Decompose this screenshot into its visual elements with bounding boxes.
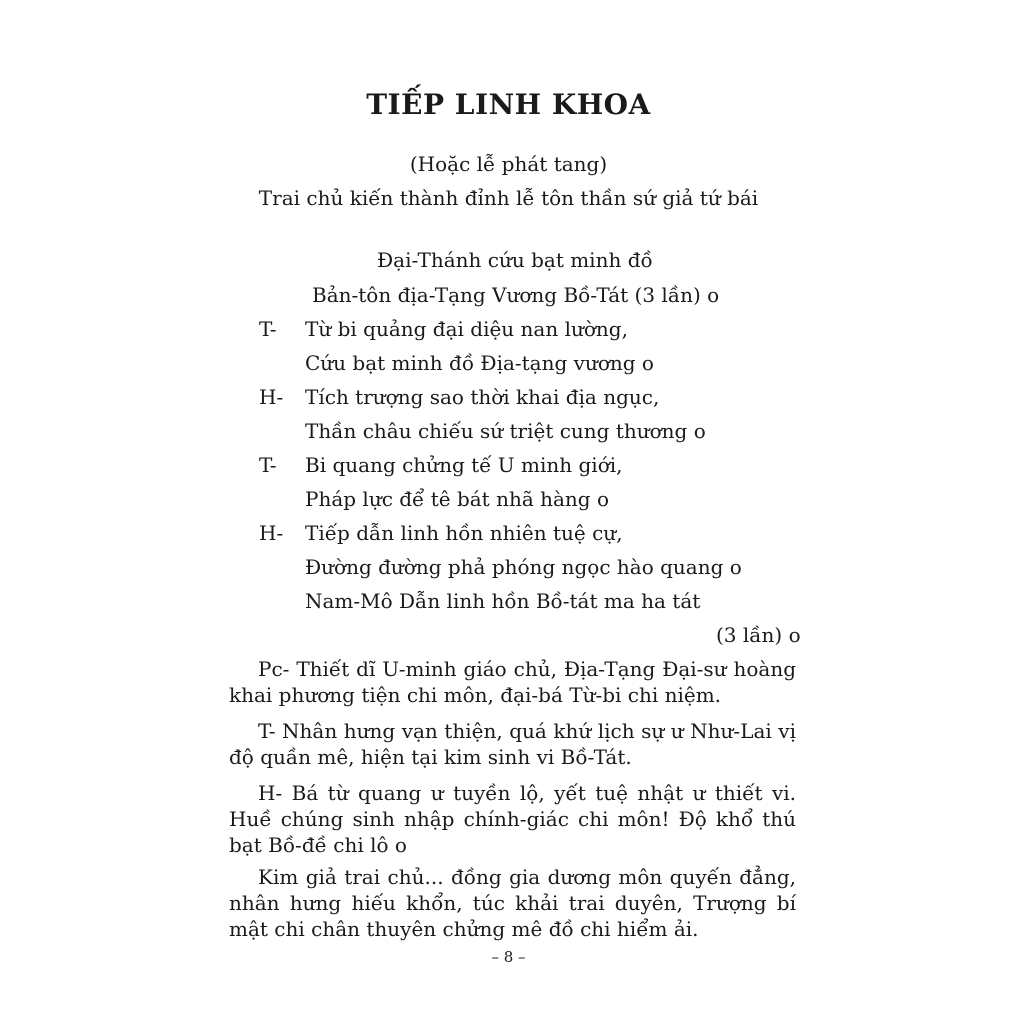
subtitle-ceremony: (Hoặc lễ phát tang) — [409, 152, 608, 176]
verse-label: H- — [259, 521, 284, 545]
page-number: – 8 – — [491, 948, 526, 966]
verse-line: Bi quang chửng tế U minh giới, — [305, 453, 623, 477]
verse-line: Thần châu chiếu sứ triệt cung thương o — [305, 419, 706, 443]
paragraph: Kim giả trai chủ... đồng gia dương môn quyến đẳng, nhân hưng hiếu khổn, túc khải trai duyên, Trượng bí mật chi chân thuyên chửng mê đồ chi hiểm ải. — [229, 865, 796, 941]
paragraph: Pc- Thiết dĩ U-minh giáo chủ, Địa-Tạng Đại-sư hoàng khai phương tiện chi môn, đại-bá Từ-bi chi niệm. — [229, 657, 796, 707]
nammo-line: Nam-Mô Dẫn linh hồn Bồ-tát ma ha tát — [305, 589, 701, 613]
subtitle-instruction: Trai chủ kiến thành đỉnh lễ tôn thần sứ giả tứ bái — [258, 186, 759, 210]
verse-line: Tích trượng sao thời khai địa ngục, — [305, 385, 660, 409]
verse-line: Cứu bạt minh đồ Địa-tạng vương o — [305, 351, 654, 375]
verse-line: Pháp lực để tê bát nhã hàng o — [305, 487, 610, 511]
paragraph: H- Bá từ quang ư tuyền lộ, yết tuệ nhật ư thiết vi. Huề chúng sinh nhập chính-giác chi môn! Độ khổ thú bạt Bồ-đề chi lô o — [229, 781, 796, 857]
page-title: TIẾP LINH KHOA — [366, 88, 651, 121]
verse-line: Tiếp dẫn linh hồn nhiên tuệ cự, — [305, 521, 623, 545]
verse-line: Đường đường phả phóng ngọc hào quang o — [305, 555, 742, 579]
verse-label: H- — [259, 385, 284, 409]
verse-line: Từ bi quảng đại diệu nan lường, — [305, 317, 628, 341]
paragraph: T- Nhân hưng vạn thiện, quá khứ lịch sự ư Như-Lai vị độ quần mê, hiện tại kim sinh vi Bồ-Tát. — [229, 719, 796, 769]
verse-label: T- — [259, 453, 277, 477]
verse-label: T- — [259, 317, 277, 341]
invocation-line-2: Bản-tôn địa-Tạng Vương Bồ-Tát (3 lần) o — [312, 283, 720, 307]
nammo-repeat: (3 lần) o — [716, 623, 801, 647]
invocation-line-1: Đại-Thánh cứu bạt minh đồ — [377, 248, 653, 272]
